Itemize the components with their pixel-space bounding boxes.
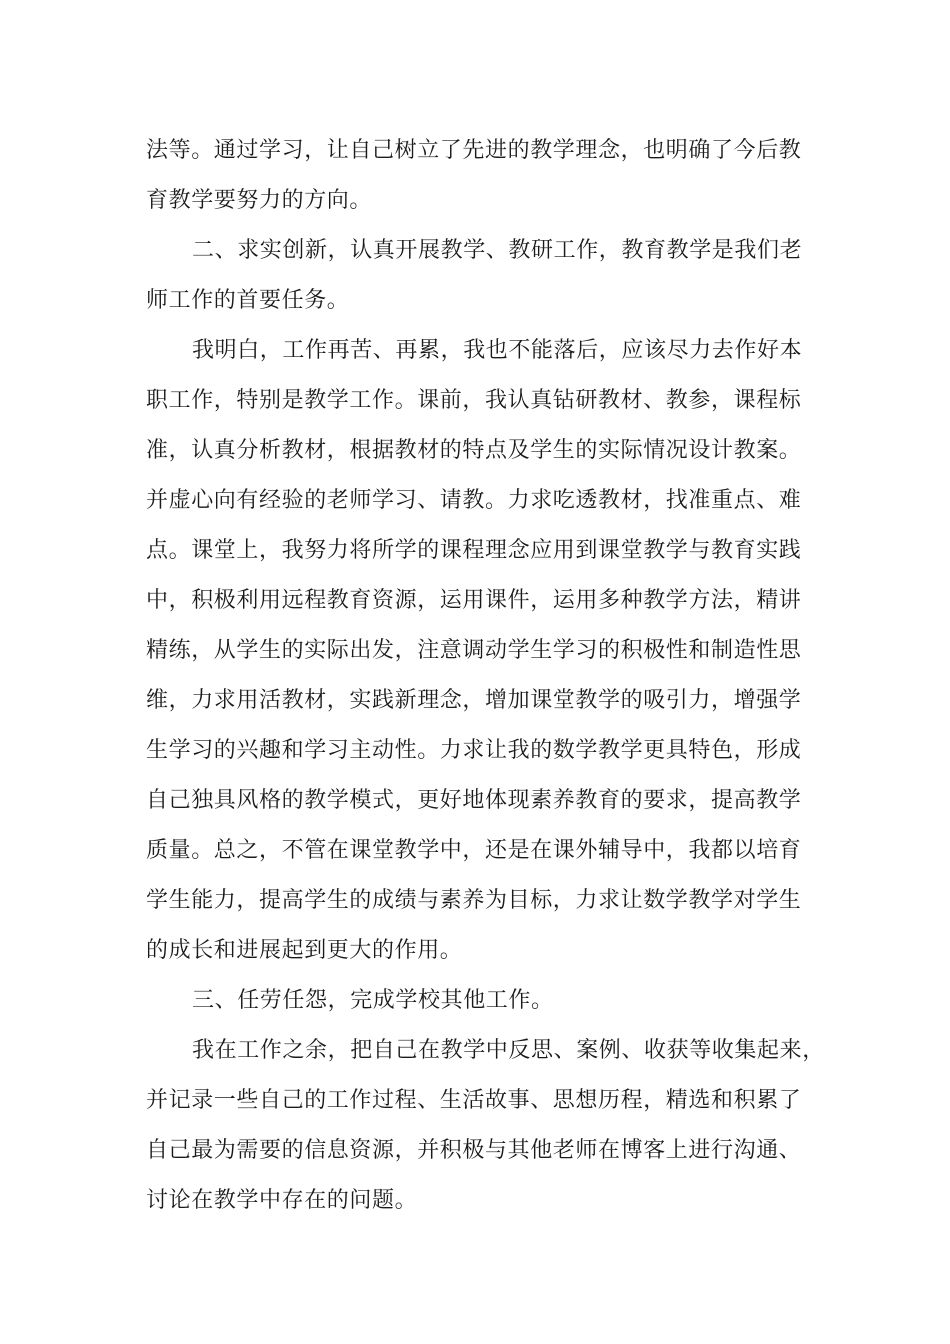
paragraph-line: 准，认真分析教材，根据教材的特点及学生的实际情况设计教案。 <box>146 438 802 463</box>
paragraph-line: 自己独具风格的教学模式，更好地体现素养教育的要求，提高教学 <box>146 788 802 813</box>
paragraph-line: 讨论在教学中存在的问题。 <box>146 1188 418 1213</box>
paragraph-line: 职工作，特别是教学工作。课前，我认真钻研教材、教参，课程标 <box>146 388 802 413</box>
paragraph-line: 我明白，工作再苦、再累，我也不能落后，应该尽力去作好本 <box>192 338 803 363</box>
paragraph-line: 学生能力，提高学生的成绩与素养为目标，力求让数学教学对学生 <box>146 888 802 913</box>
paragraph-line: 质量。总之，不管在课堂教学中，还是在课外辅导中，我都以培育 <box>146 838 802 863</box>
paragraph-line: 生学习的兴趣和学习主动性。力求让我的数学教学更具特色，形成 <box>146 738 802 763</box>
paragraph-line: 育教学要努力的方向。 <box>146 188 373 213</box>
paragraph-line: 自己最为需要的信息资源，并积极与其他老师在博客上进行沟通、 <box>146 1138 802 1163</box>
paragraph-line: 师工作的首要任务。 <box>146 288 350 313</box>
paragraph-line: 我在工作之余，把自己在教学中反思、案例、收获等收集起来， <box>192 1038 825 1063</box>
section-heading-3: 三、任劳任怨，完成学校其他工作。 <box>192 988 554 1013</box>
paragraph-line: 精练，从学生的实际出发，注意调动学生学习的积极性和制造性思 <box>146 638 802 663</box>
paragraph-line: 点。课堂上，我努力将所学的课程理念应用到课堂教学与教育实践 <box>146 538 802 563</box>
paragraph-line: 中，积极利用远程教育资源，运用课件，运用多种教学方法，精讲 <box>146 588 802 613</box>
paragraph-line: 法等。通过学习，让自己树立了先进的教学理念，也明确了今后教 <box>146 138 802 163</box>
paragraph-line: 维，力求用活教材，实践新理念，增加课堂教学的吸引力，增强学 <box>146 688 802 713</box>
paragraph-line: 并记录一些自己的工作过程、生活故事、思想历程，精选和积累了 <box>146 1088 802 1113</box>
section-heading-2: 二、求实创新，认真开展教学、教研工作，教育教学是我们老 <box>192 238 803 263</box>
paragraph-line: 的成长和进展起到更大的作用。 <box>146 938 463 963</box>
paragraph-line: 并虚心向有经验的老师学习、请教。力求吃透教材，找准重点、难 <box>146 488 802 513</box>
